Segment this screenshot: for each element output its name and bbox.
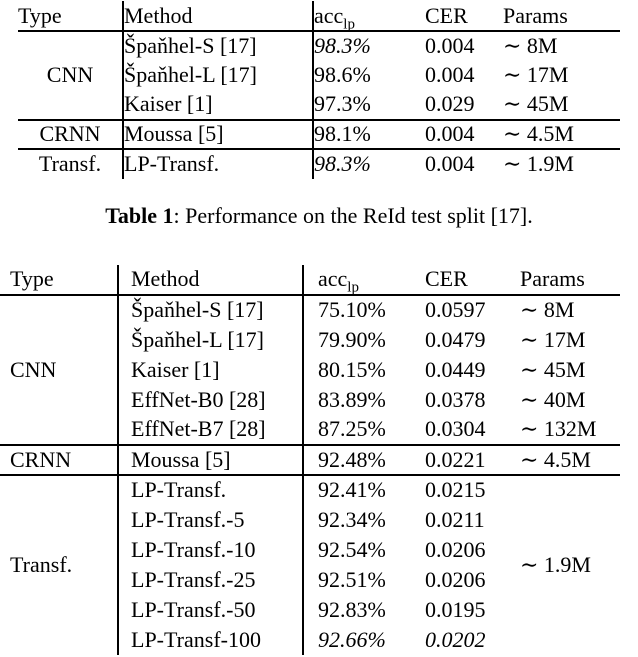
params-cell: ∼ 4.5M (503, 120, 620, 150)
acc-cell: 79.90% (318, 326, 386, 352)
cer-cell: 0.004 (425, 62, 475, 88)
acc-cell: 97.3% (313, 90, 425, 120)
params-cell: ∼ 45M (503, 90, 620, 120)
acc-cell: 83.89% (318, 386, 386, 412)
col-header-acc-lp (303, 265, 425, 295)
col-header-cer: CER (425, 1, 503, 31)
table-2-full-test-performance (0, 265, 620, 655)
col-header-method: Method (118, 265, 303, 295)
cer-cell: 0.0479 (425, 326, 486, 352)
method-cell: Kaiser [1] (123, 90, 313, 120)
acc-cell: 92.41% (318, 477, 386, 502)
acc-cell: 98.6% (314, 62, 371, 88)
group-label-cnn: CNN (18, 31, 123, 120)
caption-label: Table 1 (105, 202, 174, 228)
method-cell: LP-Transf-100 (118, 625, 303, 655)
col-header-type: Type (0, 265, 118, 295)
acc-cell: 92.54% (318, 536, 386, 562)
method-cell: LP-Transf.-10 (118, 535, 303, 565)
table-row (0, 445, 620, 475)
acc-cell: 80.15% (318, 356, 386, 382)
caption-text: : Performance on the ReId test split [17]. (173, 202, 533, 228)
acc-cell: 87.25% (303, 415, 425, 445)
acc-cell: 98.3% (314, 151, 371, 177)
cer-cell: 0.0304 (425, 415, 503, 445)
acc-cell: 98.1% (313, 120, 425, 150)
method-cell: LP-Transf.-25 (118, 565, 303, 595)
group-label-transf: Transf. (0, 475, 118, 655)
acc-subscript: lp (347, 279, 359, 296)
cer-cell: 0.029 (425, 90, 503, 120)
method-cell: EffNet-B7 [28] (118, 415, 303, 445)
method-cell: Moussa [5] (123, 120, 313, 150)
method-cell: Moussa [5] (118, 445, 303, 475)
method-cell: Špaňhel-L [17] (118, 325, 303, 355)
method-cell: Špaňhel-L [17] (123, 61, 313, 91)
method-cell: EffNet-B0 [28] (118, 385, 303, 415)
table-row (18, 31, 620, 61)
params-cell: ∼ 8M (520, 297, 575, 322)
cer-cell: 0.0449 (425, 356, 486, 382)
method-cell: LP-Transf. (118, 475, 303, 505)
table-row (0, 475, 620, 505)
acc-cell: 75.10% (318, 297, 386, 322)
params-cell: ∼ 8M (503, 33, 558, 59)
group-label-cnn: CNN (0, 295, 118, 445)
params-cell: ∼ 4.5M (503, 445, 620, 475)
acc-cell: 92.48% (303, 445, 425, 475)
acc-cell: 92.66% (318, 626, 386, 652)
params-cell: ∼ 17M (503, 62, 569, 88)
col-header-params: Params (503, 265, 620, 295)
params-cell: ∼ 45M (520, 356, 586, 382)
col-header-params: Params (503, 1, 620, 31)
col-header-cer: CER (425, 265, 503, 295)
table-1-reid-performance (18, 1, 620, 179)
cer-cell: 0.0597 (425, 297, 486, 322)
acc-label: acc (314, 2, 344, 28)
method-cell: Špaňhel-S [17] (118, 295, 303, 325)
cer-cell: 0.0195 (425, 596, 486, 622)
method-cell: LP-Transf.-5 (118, 505, 303, 535)
col-header-type: Type (18, 1, 123, 31)
acc-cell: 92.34% (318, 506, 386, 532)
method-cell: Kaiser [1] (118, 355, 303, 385)
cer-cell: 0.0211 (425, 506, 485, 532)
table-row (18, 120, 620, 150)
params-cell: ∼ 40M (520, 386, 586, 412)
params-cell: ∼ 1.9M (503, 151, 574, 177)
cer-cell: 0.0378 (425, 386, 486, 412)
group-label-crnn: CRNN (18, 120, 123, 150)
cer-cell: 0.0206 (425, 536, 486, 562)
method-cell: Špaňhel-S [17] (123, 31, 313, 61)
params-cell: ∼ 17M (520, 326, 586, 352)
table-row (0, 265, 620, 295)
acc-subscript: lp (343, 15, 355, 32)
group-label-transf: Transf. (18, 149, 123, 179)
table-row (18, 149, 620, 179)
cer-cell: 0.004 (425, 151, 475, 177)
acc-cell: 92.51% (318, 566, 386, 592)
group-params-cell: ∼ 1.9M (520, 552, 591, 577)
col-header-method: Method (123, 1, 313, 31)
cer-cell: 0.0202 (425, 626, 486, 652)
cer-cell: 0.0206 (425, 566, 486, 592)
acc-cell: 98.3% (314, 33, 371, 59)
cer-cell: 0.004 (425, 120, 503, 150)
method-cell: LP-Transf. (123, 149, 313, 179)
acc-cell: 92.83% (318, 596, 386, 622)
group-label-crnn: CRNN (0, 445, 118, 475)
params-cell: ∼ 132M (503, 415, 620, 445)
cer-cell: 0.0221 (425, 445, 503, 475)
acc-label: acc (318, 266, 348, 291)
table-1-caption (0, 203, 638, 229)
method-cell: LP-Transf.-50 (118, 595, 303, 625)
cer-cell: 0.004 (425, 33, 475, 59)
table-row (18, 1, 620, 31)
col-header-acc-lp (313, 1, 425, 31)
table-row (0, 295, 620, 325)
cer-cell: 0.0215 (425, 477, 486, 502)
